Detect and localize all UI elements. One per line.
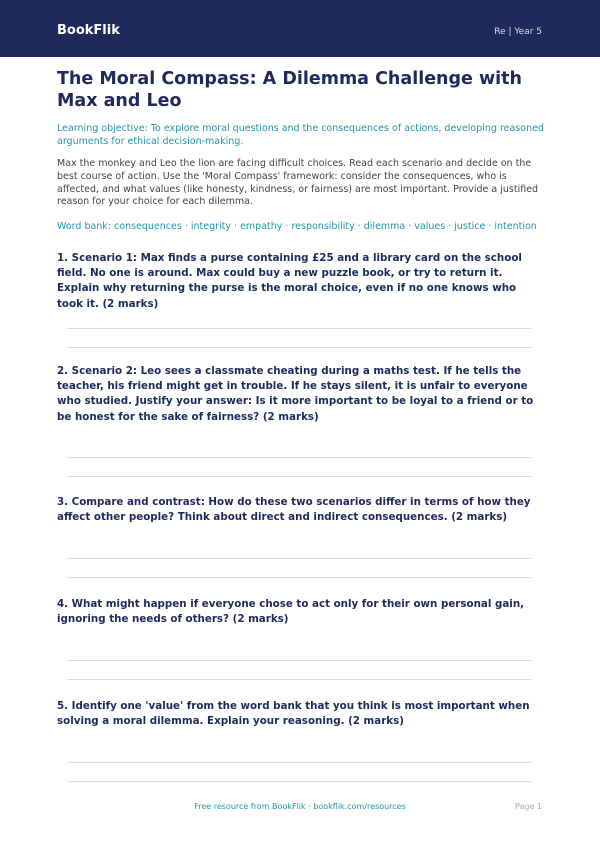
question-3: 3. Compare and contrast: How do these two scenarios differ in terms of how they affect other people? Think about direct and indirect consequences. (2 marks) <box>57 496 531 524</box>
brand-logo: BookFlik <box>57 23 120 38</box>
learning-objective: Learning objective: To explore moral questions and the consequences of actions, developing reasoned arguments for ethical decision-making. <box>57 123 544 147</box>
answer-line[interactable] <box>67 558 531 559</box>
answer-line[interactable] <box>67 476 531 477</box>
worksheet-title: The Moral Compass: A Dilemma Challenge with Max and Leo <box>57 69 522 111</box>
footer-resource-link[interactable]: Free resource from BookFlik · bookflik.com/resources <box>194 802 406 811</box>
word-bank: Word bank: consequences · integrity · empathy · responsibility · dilemma · values · justice · intention <box>57 221 537 232</box>
answer-line[interactable] <box>67 781 531 782</box>
question-4: 4. What might happen if everyone chose to act only for their own personal gain, ignoring the needs of others? (2 marks) <box>57 598 525 626</box>
answer-line[interactable] <box>67 328 531 329</box>
answer-line[interactable] <box>67 679 531 680</box>
answer-line[interactable] <box>67 762 531 763</box>
page-number: Page 1 <box>515 802 542 811</box>
subject-year-label: Re | Year 5 <box>494 27 542 37</box>
question-1: 1. Scenario 1: Max finds a purse containing £25 and a library card on the school field. No one is around. Max could buy a new puzzle book, or try to return it. Explain why returning the purse is the moral choice, even if no one knows who took it. (2 marks) <box>57 252 522 310</box>
page-header <box>0 0 600 57</box>
intro-text: Max the monkey and Leo the lion are facing difficult choices. Read each scenario and decide on the best course of action. Use the 'Moral Compass' framework: consider the consequences, who is affected, and what values (like honesty, kindness, or fairness) are most important. Provide a justified reason for your choice for each dilemma. <box>57 158 539 208</box>
question-2: 2. Scenario 2: Leo sees a classmate cheating during a maths test. If he tells the teacher, his friend might get in trouble. If he stays silent, it is unfair to everyone who studied. Justify your answer: Is it more important to be loyal to a friend or to be honest for the sake of fairness? (2 marks) <box>57 365 534 423</box>
answer-line[interactable] <box>67 457 531 458</box>
answer-line[interactable] <box>67 347 531 348</box>
answer-line[interactable] <box>67 577 531 578</box>
answer-line[interactable] <box>67 660 531 661</box>
question-5: 5. Identify one 'value' from the word bank that you think is most important when solving a moral dilemma. Explain your reasoning. (2 marks) <box>57 700 530 728</box>
